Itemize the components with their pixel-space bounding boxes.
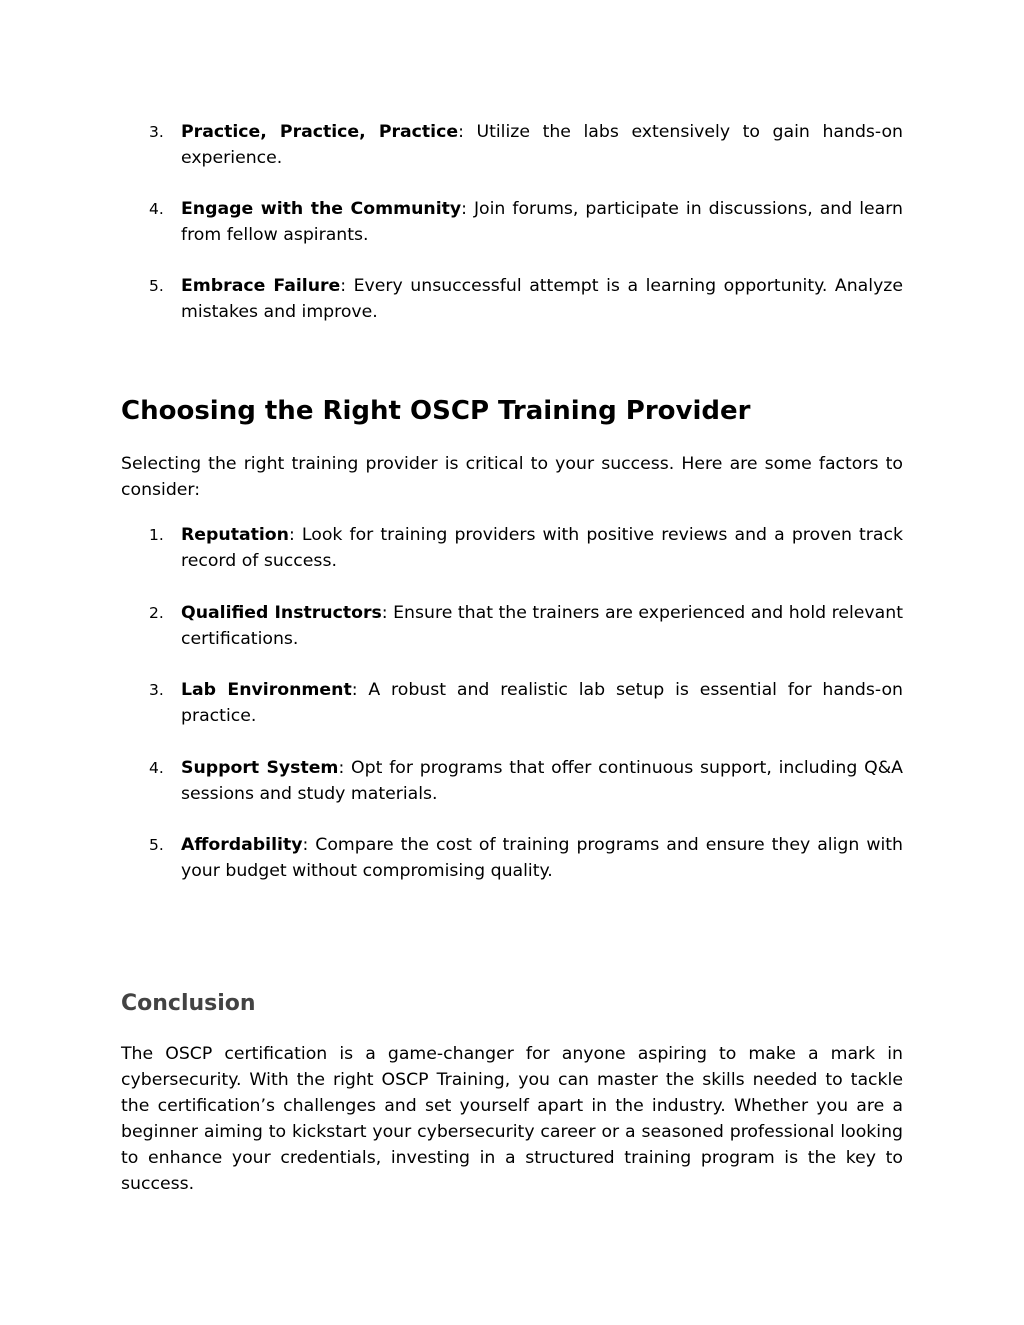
list-number: 3. [149, 123, 164, 141]
section-heading-training-provider: Choosing the Right OSCP Training Provider [121, 396, 751, 426]
list-item-title: Lab Environment [181, 680, 352, 700]
list-item-title: Reputation [181, 525, 289, 545]
list-item [121, 677, 903, 729]
section-heading-conclusion: Conclusion [121, 991, 256, 1016]
list-number: 2. [149, 603, 164, 622]
list-number: 4. [149, 758, 164, 777]
tips-list [121, 119, 903, 350]
list-item-title: Embrace Failure [181, 276, 341, 296]
list-item-text: : Opt for programs that offer continuous support, including Q&A sessions and study materials. [181, 757, 904, 804]
list-item [121, 119, 903, 171]
factors-list [121, 522, 903, 910]
list-item-text: : Every unsuccessful attempt is a learning opportunity. Analyze mistakes and improve. [181, 276, 904, 322]
list-item [121, 522, 903, 574]
list-item-text: : Compare the cost of training programs and ensure they align with your budget without compromising quality. [181, 835, 903, 881]
list-item-title: Practice, Practice, Practice [181, 122, 459, 142]
list-number: 3. [149, 681, 164, 699]
list-item-title: Qualified Instructors [181, 602, 382, 623]
list-item [121, 832, 903, 884]
list-number: 5. [149, 277, 164, 295]
list-item [121, 273, 903, 325]
list-number: 5. [149, 836, 164, 854]
list-item-text: : Utilize the labs extensively to gain hands-on experience. [181, 122, 903, 168]
list-item [121, 755, 903, 807]
list-number: 1. [149, 526, 164, 544]
list-item-title: Engage with the Community [181, 199, 462, 219]
list-item-text: : Ensure that the trainers are experienced and hold relevant certifications. [181, 602, 903, 649]
list-item-title: Support System [181, 757, 339, 778]
list-item [121, 600, 903, 652]
list-item-title: Affordability [181, 835, 303, 855]
list-item-text: : Look for training providers with positive reviews and a proven track record of success. [181, 525, 903, 571]
list-item-text: : Join forums, participate in discussions, and learn from fellow aspirants. [181, 199, 903, 245]
list-number: 4. [149, 200, 164, 218]
list-item [121, 196, 903, 248]
list-item-text: : A robust and realistic lab setup is essential for hands-on practice. [181, 680, 903, 726]
conclusion-paragraph: The OSCP certification is a game-changer for anyone aspiring to make a mark in cybersecurity. With the right OSCP Training, you can master the skills needed to tackle the certification’s challenges and set yourself apart in the industry. Whether you are a beginner aiming to kickstart your cybersecurity career or a seasoned professional looking to enhance your credentials, investing in a structured training program is the key to success. [121, 1044, 903, 1194]
section-intro-paragraph: Selecting the right training provider is critical to your success. Here are some factors to consider: [121, 454, 903, 500]
